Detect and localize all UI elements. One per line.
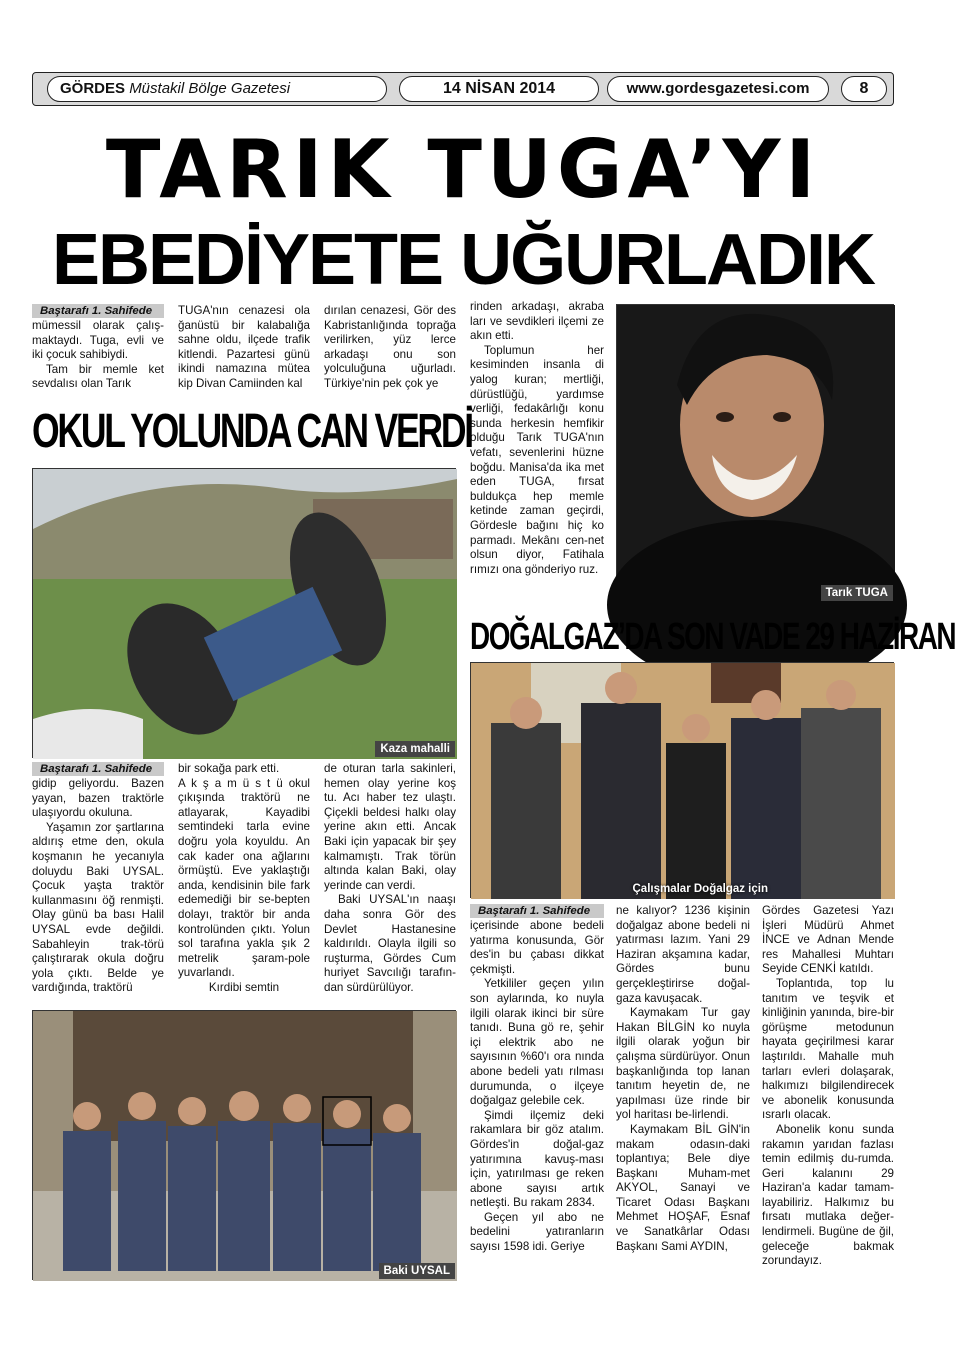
paragraph: Geçen yıl abo ne bedelini yatıranların sayısı 1598 idi. Geriye: [470, 1210, 604, 1254]
paragraph: TUGA'nın cenazesi ola ğanüstü bir kalabalığa sahne oldu, ilçede trafik kitlendi. Pazartesi günü ikindi namazına mütea kip Divan Camiinden kal: [178, 304, 310, 390]
article1-column-4: [470, 300, 604, 608]
meeting-photo: [470, 662, 894, 898]
paragraph: Tam bir memle ket sevdalısı olan Tarık: [32, 362, 164, 391]
paper-name: GÖRDES: [60, 80, 126, 97]
issue-date: 14 NİSAN 2014: [442, 80, 556, 97]
paragraph: Baki UYSAL'ın naaşı daha sonra Gör des Devlet Hastanesine kaldırıldı. Olayla ilgili so ruşturma, Gördes Cum huriyet Savcılığı tarafın-dan sürdürülüyor.: [324, 893, 456, 994]
portrait-photo: [616, 304, 894, 602]
paragraph: mümessil olarak çalış-maktaydı. Tuga, evli ve iki çocuk sahibiydi.: [32, 319, 164, 362]
students-photo: [32, 1010, 456, 1280]
paragraph: de oturan tarla sakinleri, hemen olay yerine koş tu. Acı haber tez ulaştı. Çiçekli beldesi halkı olay yerine akın etti. Ancak Baki için yapacak bir şey kalmamıştı. Trak törün altında kalan Baki, olay yerinde can verdi.: [324, 762, 456, 892]
article1-column-2: [178, 304, 310, 400]
accident-photo-caption: Kaza mahalli: [375, 741, 455, 757]
paragraph: dırılan cenazesi, Gör des Kabristanlığında toprağa verilirken, yüz lerce arkadaşı onu son yolculuğuna uğurladı. Türkiye'nin pek çok ye: [324, 304, 456, 390]
portrait-caption: Tarık TUGA: [821, 585, 893, 601]
paragraph: Kırdibi semtin: [208, 980, 280, 994]
paper-name-pill: [47, 76, 387, 102]
article3-column-3: [762, 904, 894, 1284]
article2-column-1: [32, 762, 164, 1004]
article3-continued-tag: Baştarafı 1. Sahifede: [470, 904, 604, 918]
paragraph: Kaymakam Tur gay Hakan BİLGİN ko nuyla ilgili olarak yoğun bir çalışma sürdürüyor. Onun başkanlığında top lanan tanıtım heyetin de, ne yapılması üze rinde bir yol haritası be-lirlendi.: [616, 1006, 750, 1122]
paragraph: rinden arkadaşı, akraba ları ve sevdikleri ilçemi ze akın etti.: [470, 300, 604, 343]
article2-headline: OKUL YOLUNDA CAN VERDİ: [32, 405, 472, 458]
paragraph: gidip geliyordu. Bazen yayan, bazen traktörle ulaşıyordu okuluna.: [32, 777, 164, 820]
article1-column-1: [32, 304, 164, 400]
article2-continued-tag: Baştarafı 1. Sahifede: [32, 762, 164, 776]
accident-photo: [32, 468, 456, 758]
paragraph: Gördes Gazetesi Yazı İşleri Müdürü Ahmet İNCE ve Adnan Mende res Mahallesi Muhtarı Seyide CENKİ katıldı.: [762, 904, 894, 976]
article1-headline-line1: TARIK TUGA’YI: [105, 123, 821, 216]
paragraph: içerisinde abone bedeli yatırma konusunda, Gör des'in bu çabası dikkat çekmişti.: [470, 919, 604, 976]
paragraph: Şimdi ilçemiz deki rakamlara bir göz atalım. Gördes'in doğal-gaz yatırımına kavuş-ması için, yatırılması ge reken abone sayısı artık netleşti. Bu rakam 2834.: [470, 1108, 604, 1210]
paragraph: bir sokağa park etti.: [178, 762, 280, 775]
article2-column-3: [324, 762, 456, 1004]
page-number: 8: [859, 80, 869, 97]
article3-column-1: [470, 904, 604, 1284]
meeting-illustration: [471, 663, 895, 899]
paragraph: A k ş a m ü s t ü okul çıkışında traktörü ne atlayarak, Kayadibi semtindeki tarla evine doğru yola koyuldu. An cak kader ona ağlarını örmüştü. Eve yaklaştığı anda, kendisinin bile fark edemediği bir se-bepten dolayı, traktör bir anda kontrolünden çıktı. Yolun sol tarafına yakla şık 2 metrelik şaram-pole yuvarlandı.: [178, 776, 310, 980]
page-number-pill: [841, 76, 887, 102]
paragraph: ne kalıyor? 1236 kişinin doğalgaz abone bedeli ni yatırması lazım. Yani 29 Haziran akşamına kadar, Gördes bunu gerçekleştirirse doğal-gaza kavuşacak.: [616, 904, 750, 1005]
article1-headline-line2: EBEDİYETE UĞURLADIK: [51, 220, 875, 300]
paragraph: Toplumun her kesiminden insanla di yalog kuran; mertliği, dürüstlüğü, yardımse verliği, fedakârlığı konu sunda herkesin hemfikir olduğu Tarık TUGA'nın vefatı, sevenlerini hüzne boğdu. Manisa'da ika met eden TUGA, fırsat buldukça hep memle ketinde zaman geçirdi, Gördesle bağını hiç ko parmadı. Mekânı cen-net olsun diyor, Fatihala rımızı ona gönderiyo ruz.: [470, 343, 604, 576]
article1-column-3: [324, 304, 456, 400]
website-pill: [607, 76, 829, 102]
meeting-photo-caption: Çalışmalar Doğalgaz için: [632, 883, 768, 895]
paragraph: Kaymakam BİL GİN'in makam odasın-daki toplantıya; Bele diye Başkanı Muham-met AKYOL, Sanayi ve Ticaret Odası Başkanı Mehmet HOŞAF, Esnaf ve Sanatkârlar Odası Başkanı Sami AYDIN,: [616, 1122, 750, 1253]
paragraph: Toplantıda, top lu tanıtım ve teşvik et kinliğinin yanında, bire-bir görüşme metodunun hayata geçirilmesi karar laştırıldı. Mahalle muh tarları evleri dolaşarak, halkımızı bilgilendirecek ve abonelik konusunda ısrarlı olacak.: [762, 976, 894, 1122]
paragraph: Yetkililer geçen yılın son aylarında, ko nuyla ilgili olarak ikinci bir süre tanıdı. Buna gö re, şehir içi elektrik abo ne sayısının %60'ı ora nında abone bedeli yatı rılması durumunda, o ilçeye doğalgaz gelebile cek.: [470, 977, 604, 1108]
date-pill: [399, 76, 599, 102]
article2-column-2: [178, 762, 310, 1004]
paragraph: Yaşamın zor şartlarına aldırış etme den, okula koşmanın he yecanıyla doluydu Baki UYSAL. Çocuk yaşta traktör kullanmasını öğ renmişti. Olay günü ba bası Halil UYSAL evde değildi. Sabahleyin trak-törü çalıştırarak okula doğru yola çıktı. Belde ye vardığında, traktörü: [32, 820, 164, 995]
paper-tagline: Müstakil Bölge Gazetesi: [129, 80, 291, 97]
students-photo-caption: Baki UYSAL: [379, 1263, 455, 1279]
website-link[interactable]: www.gordesgazetesi.com: [626, 80, 810, 97]
paragraph: Abonelik konu sunda rakamın yarıdan fazlası temin edilmiş du-rumda. Geri kalanını 29 Haziran'a kadar tamam-layabiliriz. Halkımız bu fırsatı mutlaka değer-lendirmeli. Bugüne de ğil, geleceğe bakmak zorundayız.: [762, 1122, 894, 1268]
portrait-illustration: [617, 305, 895, 603]
article1-continued-tag: Baştarafı 1. Sahifede: [32, 304, 164, 318]
article3-headline: DOĞALGAZ’DA SON VADE 29 HAZİRAN: [470, 616, 955, 658]
students-illustration: [33, 1011, 457, 1281]
masthead-bar: [32, 72, 894, 106]
accident-illustration: [33, 469, 457, 759]
article3-column-2: [616, 904, 750, 1284]
